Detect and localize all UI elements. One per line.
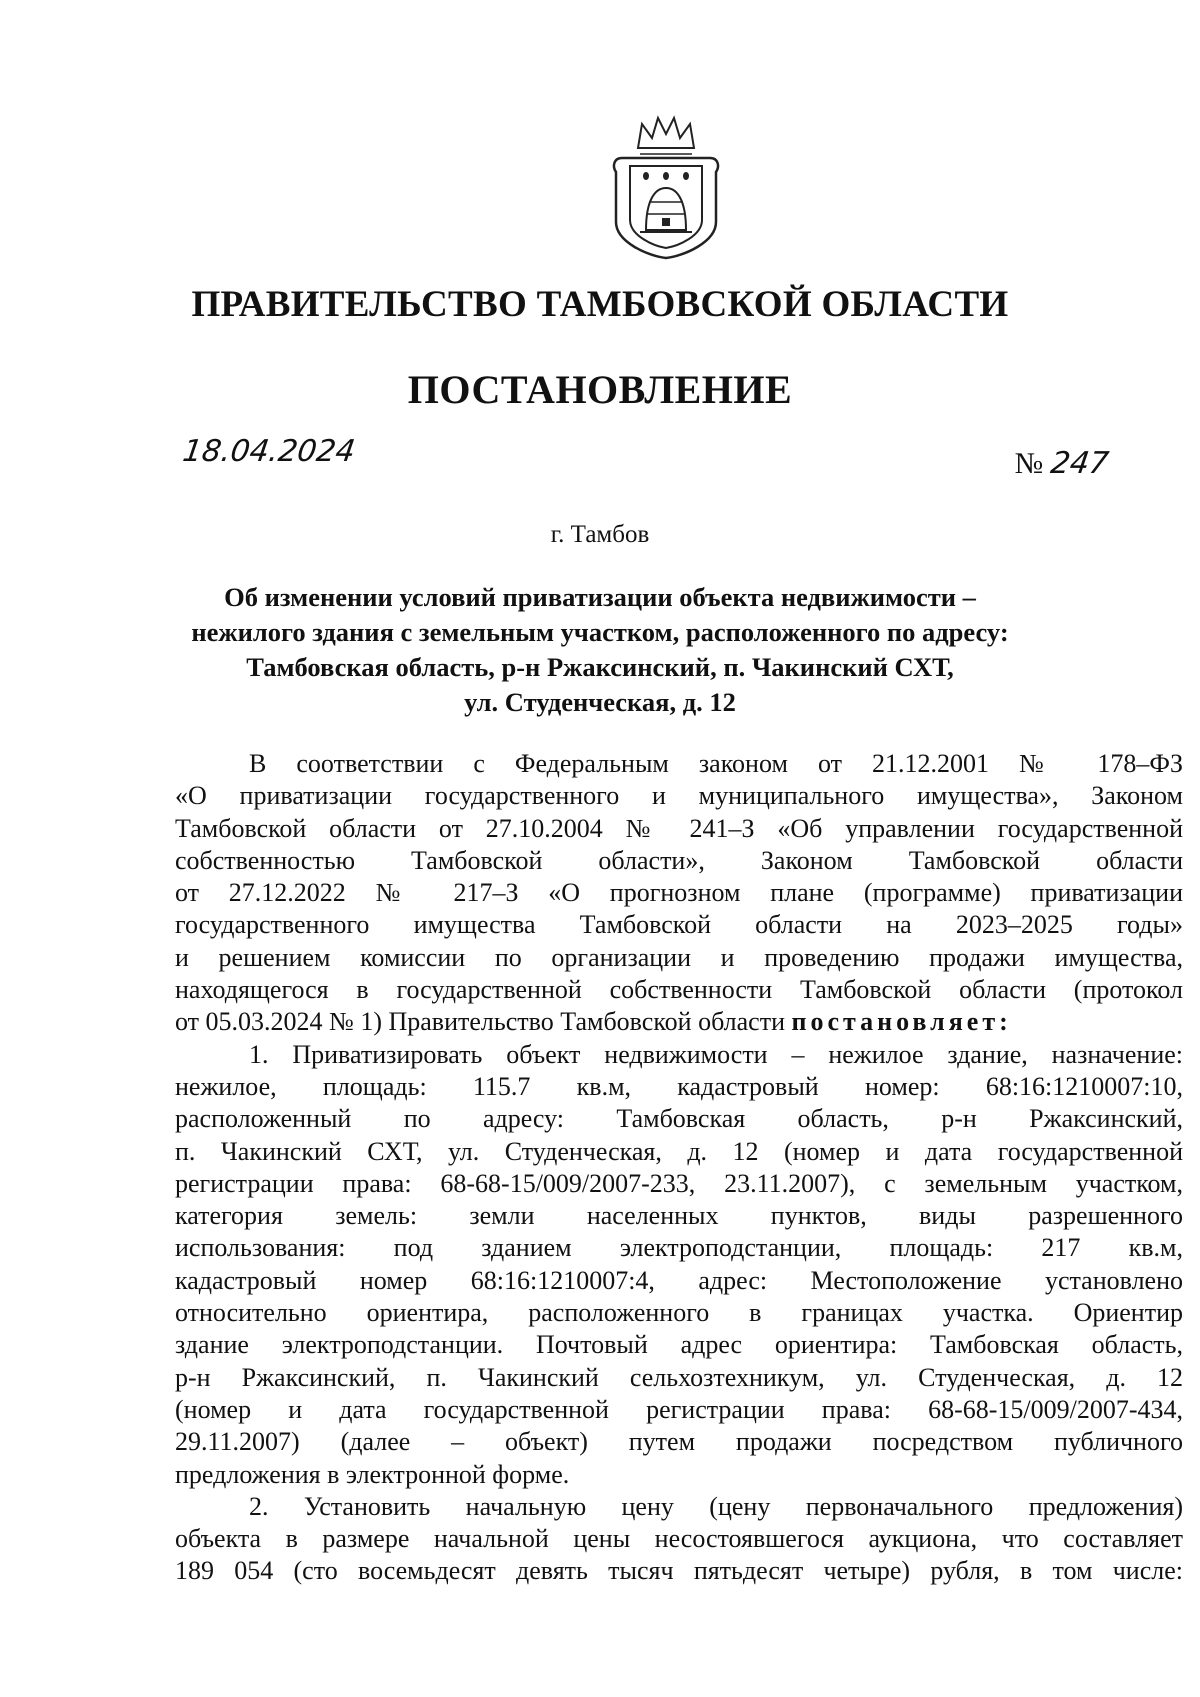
item1-line: предложения в электронной форме.	[175, 1459, 570, 1489]
item1-line: кадастровый номер 68:16:1210007:4, адрес: Местоположение установлено	[175, 1265, 1183, 1295]
item1-line: (номер и дата государственной регистрации права: 68-68-15/009/2007-434,	[175, 1394, 1183, 1424]
document-type-title: ПОСТАНОВЛЕНИЕ	[407, 367, 793, 412]
document-body	[175, 748, 1183, 1588]
coat-of-arms-icon	[608, 110, 724, 260]
item1-line: р-н Ржаксинский, п. Чакинский сельхозтехникум, ул. Студенческая, д. 12	[175, 1362, 1183, 1392]
preamble-line: Тамбовской области от 27.10.2004 № 241–З «Об управлении государственной	[175, 813, 1183, 843]
item1-line: нежилое, площадь: 115.7 кв.м, кадастровый номер: 68:16:1210007:10,	[175, 1071, 1183, 1101]
item1-line: 29.11.2007) (далее – объект) путем продажи посредством публичного	[175, 1427, 1183, 1457]
item2-line: 2. Установить начальную цену (цену первоначального предложения)	[249, 1491, 1183, 1521]
document-city: г. Тамбов	[550, 521, 650, 548]
preamble-line: В соответствии с Федеральным законом от 21.12.2001 № 178–ФЗ	[249, 749, 1183, 778]
preamble-line: от 27.12.2022 № 217–З «О прогнозном плане (программе) приватизации	[175, 878, 1183, 908]
preamble-line: государственного имущества Тамбовской области на 2023–2025 годы»	[175, 910, 1183, 940]
preamble-last-text: от 05.03.2024 № 1) Правительство Тамбовской области	[175, 1007, 785, 1037]
document-number	[1014, 446, 1111, 481]
preamble-last-line	[175, 1006, 1183, 1038]
item1-line: использования: под зданием электроподстанции, площадь: 217 кв.м,	[175, 1233, 1183, 1263]
number-sign: №	[1014, 447, 1044, 480]
subject-line: ул. Студенческая, д. 12	[464, 687, 736, 717]
decree-word: постановляет:	[791, 1007, 1012, 1037]
item1-line: категория земель: земли населенных пунктов, виды разрешенного	[175, 1201, 1183, 1231]
subject-line: Тамбовская область, р-н Ржаксинский, п. Чакинский СХТ,	[246, 652, 954, 682]
preamble-line: находящегося в государственной собственности Тамбовской области (протокол	[175, 975, 1183, 1005]
item1-line: относительно ориентира, расположенного в границах участка. Ориентир	[175, 1298, 1183, 1328]
item1-line: расположенный по адресу: Тамбовская область, р-н Ржаксинский,	[175, 1104, 1183, 1134]
document-subject	[140, 580, 1060, 720]
preamble-line: собственностью Тамбовской области», Законом Тамбовской области	[175, 845, 1183, 875]
organization-title: ПРАВИТЕЛЬСТВО ТАМБОВСКОЙ ОБЛАСТИ	[191, 284, 1009, 325]
item1-line: регистрации права: 68-68-15/009/2007-233, 23.11.2007), с земельным участком,	[175, 1168, 1183, 1198]
item1-line: п. Чакинский СХТ, ул. Студенческая, д. 12 (номер и дата государственной	[175, 1136, 1183, 1166]
preamble-line: и решением комиссии по организации и проведению продажи имущества,	[175, 942, 1183, 972]
document-number-value: 247	[1048, 446, 1111, 481]
subject-line: нежилого здания с земельным участком, расположенного по адресу:	[191, 617, 1009, 647]
item2-line: объекта в размере начальной цены несостоявшегося аукциона, что составляет	[175, 1524, 1183, 1554]
document-date: 18.04.2024	[180, 434, 358, 469]
item1-line: здание электроподстанции. Почтовый адрес ориентира: Тамбовская область,	[175, 1330, 1183, 1360]
item1-line: 1. Приватизировать объект недвижимости – нежилое здание, назначение:	[249, 1039, 1183, 1069]
preamble-line: «О приватизации государственного и муниципального имущества», Законом	[175, 781, 1183, 811]
item2-line: 189 054 (сто восемьдесят девять тысяч пятьдесят четыре) рубля, в том числе:	[175, 1556, 1183, 1586]
subject-line: Об изменении условий приватизации объекта недвижимости –	[224, 582, 976, 612]
